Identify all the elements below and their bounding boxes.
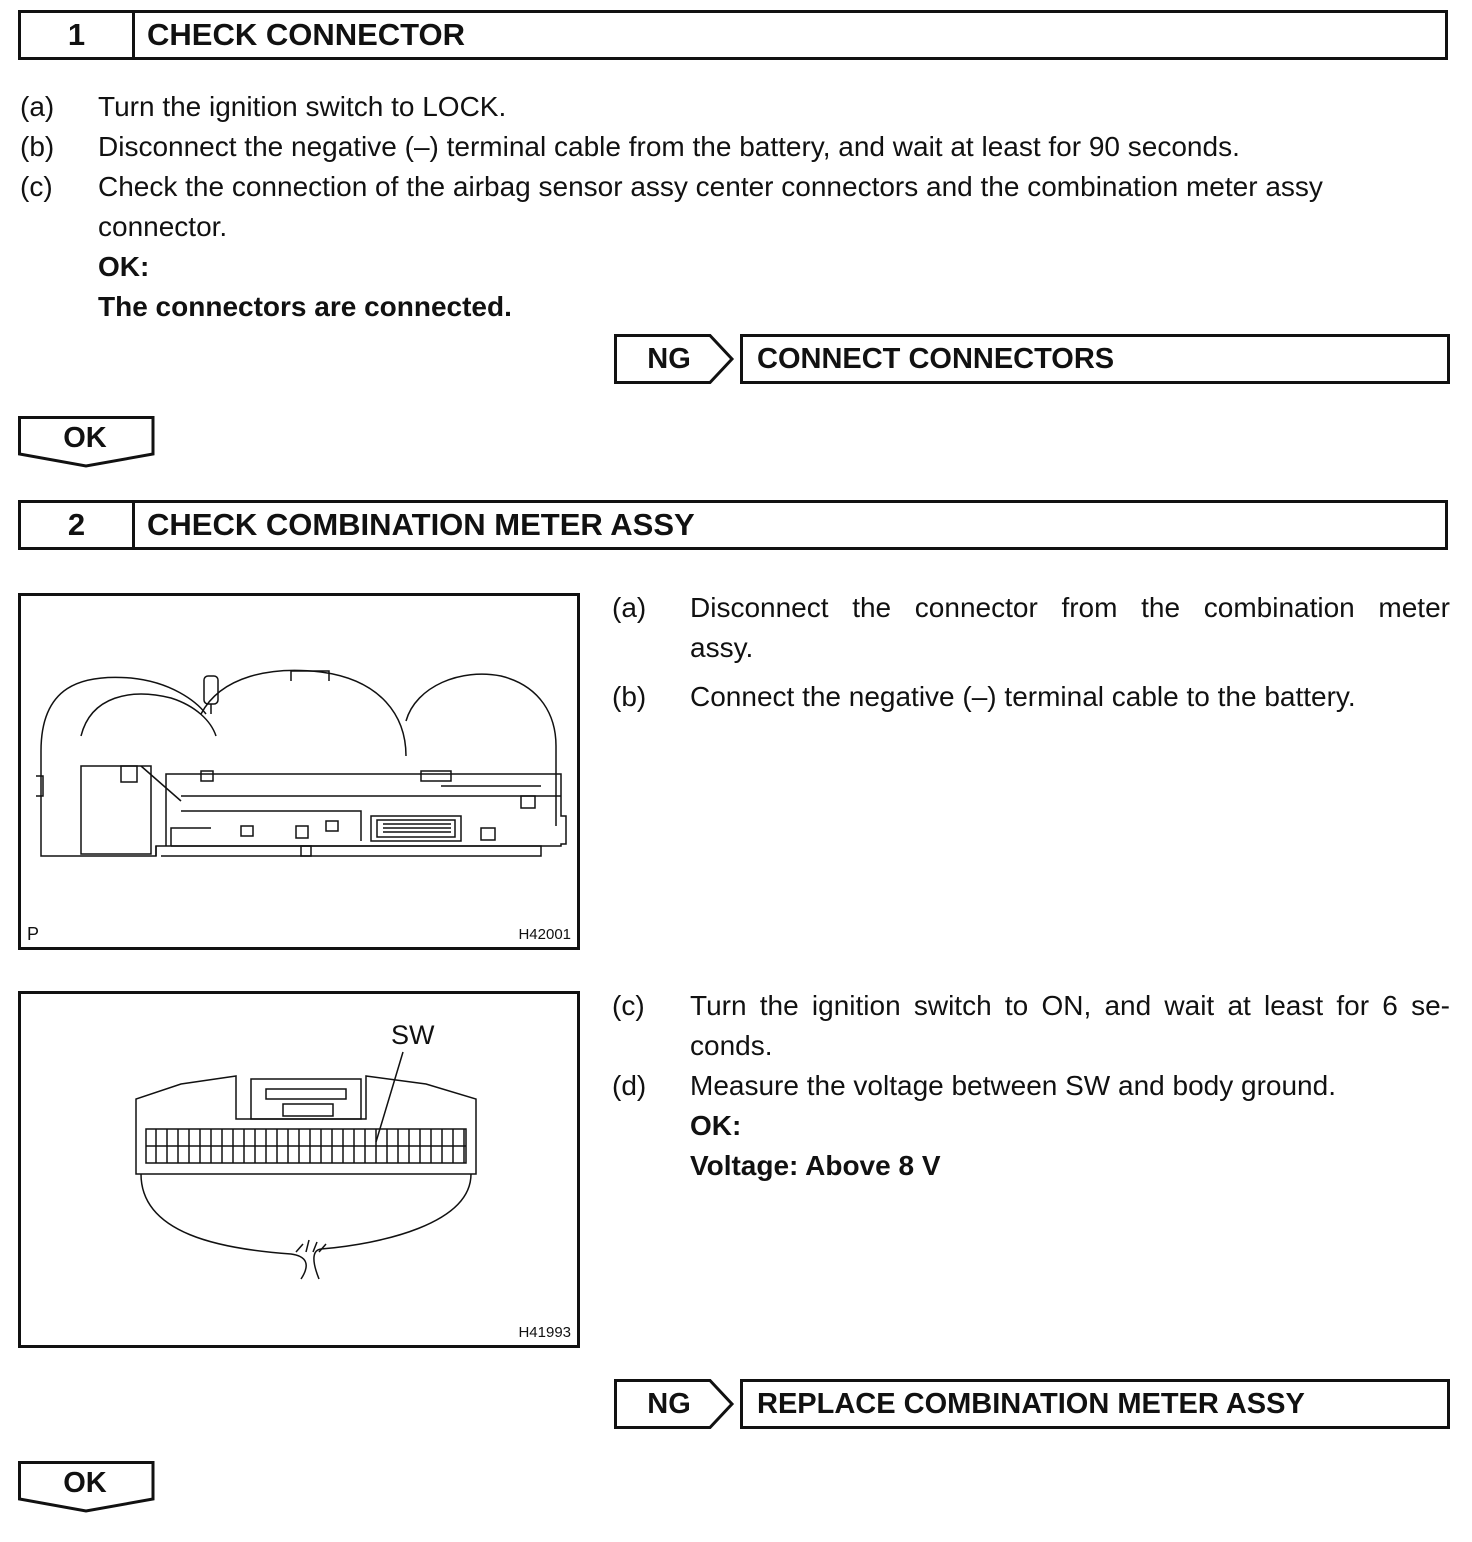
step-title: CHECK COMBINATION METER ASSY (147, 507, 695, 542)
item-text: Disconnect the connector from the combination meter (690, 592, 1450, 623)
step-1-header (18, 10, 1448, 60)
item-text: Check the connection of the airbag sensor assy center connectors and the combination meter assy (98, 171, 1323, 202)
figure-code: H41993 (518, 1324, 571, 1341)
ng-action: CONNECT CONNECTORS (740, 334, 1450, 384)
ok-criteria-label: OK: (690, 1110, 742, 1141)
ok-label: OK (63, 1467, 107, 1499)
ok-label: OK (63, 422, 107, 454)
item-label: (b) (612, 681, 647, 712)
ng-label: NG (647, 1387, 691, 1420)
item-text-cont: assy. (690, 632, 754, 663)
figure-code: H42001 (518, 926, 571, 943)
step-title: CHECK CONNECTOR (147, 17, 466, 52)
ng-label: NG (647, 342, 691, 375)
ok-criteria-label: OK: (98, 251, 150, 282)
step-2-header (18, 500, 1448, 550)
ok-criteria-text: Voltage: Above 8 V (690, 1150, 941, 1181)
item-text: Connect the negative (–) terminal cable to the battery. (690, 681, 1356, 712)
sw-callout: SW (391, 1020, 435, 1050)
ng-result-row (614, 334, 1450, 384)
item-label: (a) (20, 91, 55, 122)
item-text-cont: connector. (98, 211, 228, 242)
connector-illustration (21, 994, 577, 1345)
ok-flag (18, 1461, 158, 1513)
step-number: 1 (21, 13, 135, 57)
combination-meter-illustration (21, 596, 577, 947)
item-label: (d) (612, 1070, 647, 1101)
item-text: Measure the voltage between SW and body ground. (690, 1070, 1336, 1101)
item-label: (b) (20, 131, 55, 162)
ng-action: REPLACE COMBINATION METER ASSY (740, 1379, 1450, 1429)
item-text: Turn the ignition switch to ON, and wait at least for 6 se- (690, 990, 1450, 1021)
item-label: (a) (612, 592, 647, 623)
figure-mark: P (27, 924, 40, 944)
item-text-cont: conds. (690, 1030, 773, 1061)
item-text: Turn the ignition switch to LOCK. (98, 91, 507, 122)
item-label: (c) (20, 171, 53, 202)
step-number: 2 (21, 503, 135, 547)
ok-criteria-text: The connectors are connected. (98, 291, 512, 322)
ng-result-row (614, 1379, 1450, 1429)
item-label: (c) (612, 990, 645, 1021)
item-text: Disconnect the negative (–) terminal cable from the battery, and wait at least for 90 seconds. (98, 131, 1240, 162)
ok-flag (18, 416, 158, 468)
figure-meter-connector (18, 991, 580, 1348)
figure-combination-meter (18, 593, 580, 950)
